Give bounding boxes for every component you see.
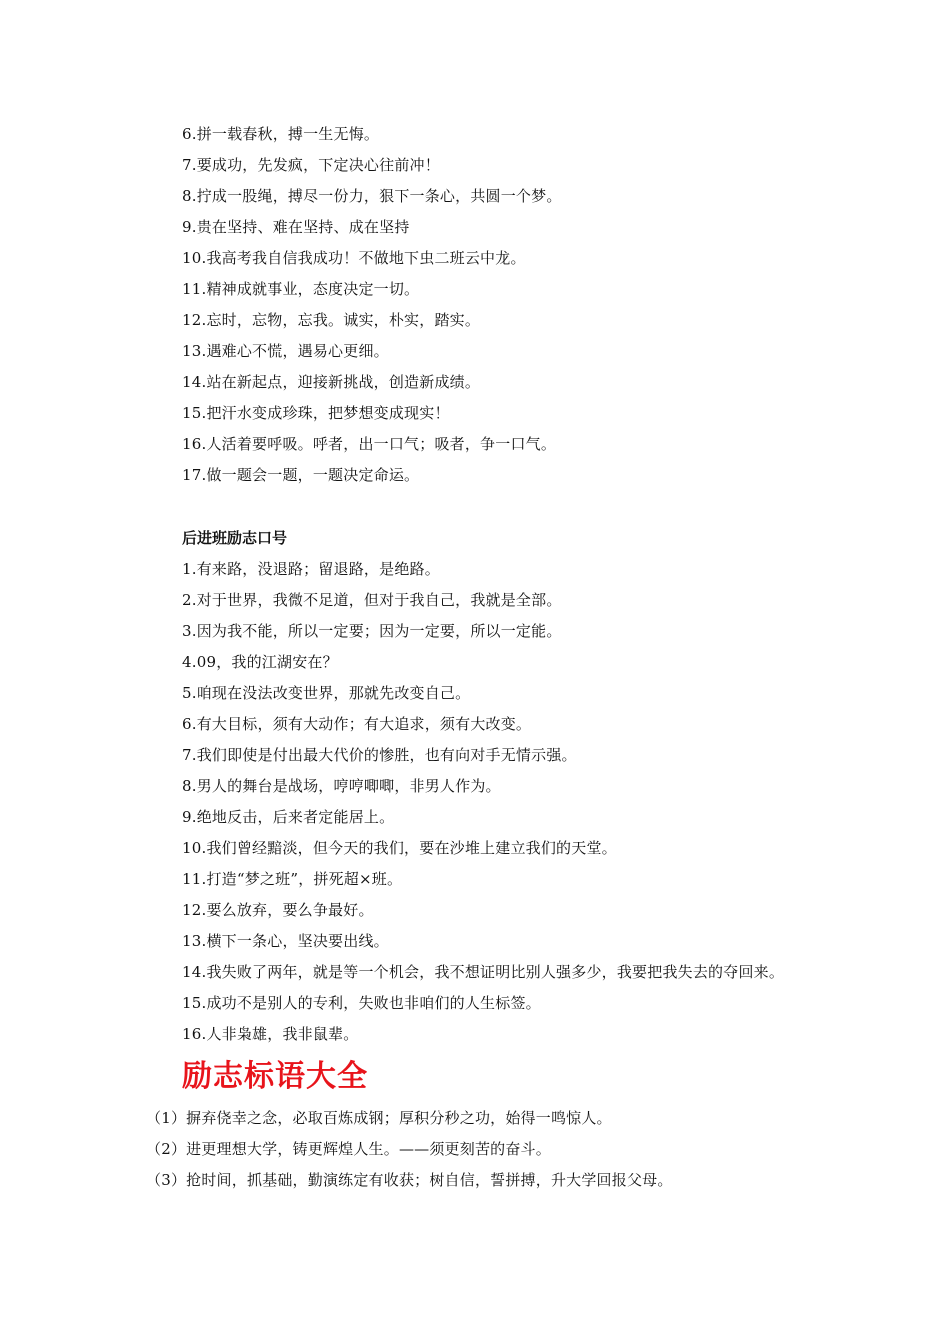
list-item: （3）抢时间，抓基础，勤演练定有收获；树自信，誓拼搏，升大学回报父母。 (146, 1171, 673, 1189)
list-item: 7.我们即使是付出最大代价的惨胜，也有向对手无情示强。 (182, 746, 577, 764)
list-item: 14.站在新起点，迎接新挑战，创造新成绩。 (182, 373, 481, 391)
slogan-list-top (182, 119, 862, 491)
list-item: 8.拧成一股绳，搏尽一份力，狠下一条心，共圆一个梦。 (182, 187, 562, 205)
list-item: 6.拼一载春秋，搏一生无悔。 (182, 125, 380, 143)
list-item: （1）摒弃侥幸之念，必取百炼成钢；厚积分秒之功，始得一鸣惊人。 (146, 1109, 612, 1127)
list-item: 4.09，我的江湖安在？ (182, 653, 338, 671)
list-item: 12.忘时，忘物，忘我。诚实，朴实，踏实。 (182, 311, 481, 329)
list-item: 10.我高考我自信我成功！不做地下虫二班云中龙。 (182, 249, 526, 267)
list-item: 11.打造“梦之班”，拼死超×班。 (182, 870, 403, 888)
list-item: 3.因为我不能，所以一定要；因为一定要，所以一定能。 (182, 622, 562, 640)
list-item: 8.男人的舞台是战场，哼哼唧唧，非男人作为。 (182, 777, 501, 795)
list-item: 10.我们曾经黯淡，但今天的我们，要在沙堆上建立我们的天堂。 (182, 839, 617, 857)
page-title: 励志标语大全 (182, 1059, 368, 1094)
list-item: 12.要么放弃，要么争最好。 (182, 901, 374, 919)
list-item: 15.把汗水变成珍珠，把梦想变成现实！ (182, 404, 450, 422)
list-item: 16.人非枭雄，我非鼠辈。 (182, 1025, 359, 1043)
list-item: 5.咱现在没法改变世界，那就先改变自己。 (182, 684, 471, 702)
list-item: 7.要成功，先发疯，下定决心往前冲！ (182, 156, 440, 174)
section-heading: 后进班励志口号 (182, 529, 288, 547)
list-item: 9.绝地反击，后来者定能居上。 (182, 808, 395, 826)
list-item: 17.做一题会一题，一题决定命运。 (182, 466, 420, 484)
list-item: 14.我失败了两年，就是等一个机会，我不想证明比别人强多少，我要把我失去的夺回来。 (182, 963, 785, 981)
list-item: 15.成功不是别人的专利，失败也非咱们的人生标签。 (182, 994, 541, 1012)
list-item: （2）进更理想大学，铸更辉煌人生。——须更刻苦的奋斗。 (146, 1140, 551, 1158)
list-item: 9.贵在坚持、难在坚持、成在坚持 (182, 218, 410, 236)
list-item: 1.有来路，没退路；留退路，是绝路。 (182, 560, 440, 578)
list-item: 2.对于世界，我微不足道，但对于我自己，我就是全部。 (182, 591, 562, 609)
list-item: 13.横下一条心，坚决要出线。 (182, 932, 389, 950)
list-item: 6.有大目标，须有大动作；有大追求，须有大改变。 (182, 715, 532, 733)
slogan-list-bottom (146, 1103, 826, 1196)
list-item: 13.遇难心不慌，遇易心更细。 (182, 342, 389, 360)
list-item: 16.人活着要呼吸。呼者，出一口气；吸者，争一口气。 (182, 435, 557, 453)
slogan-list-middle (182, 554, 862, 1050)
list-item: 11.精神成就事业，态度决定一切。 (182, 280, 420, 298)
